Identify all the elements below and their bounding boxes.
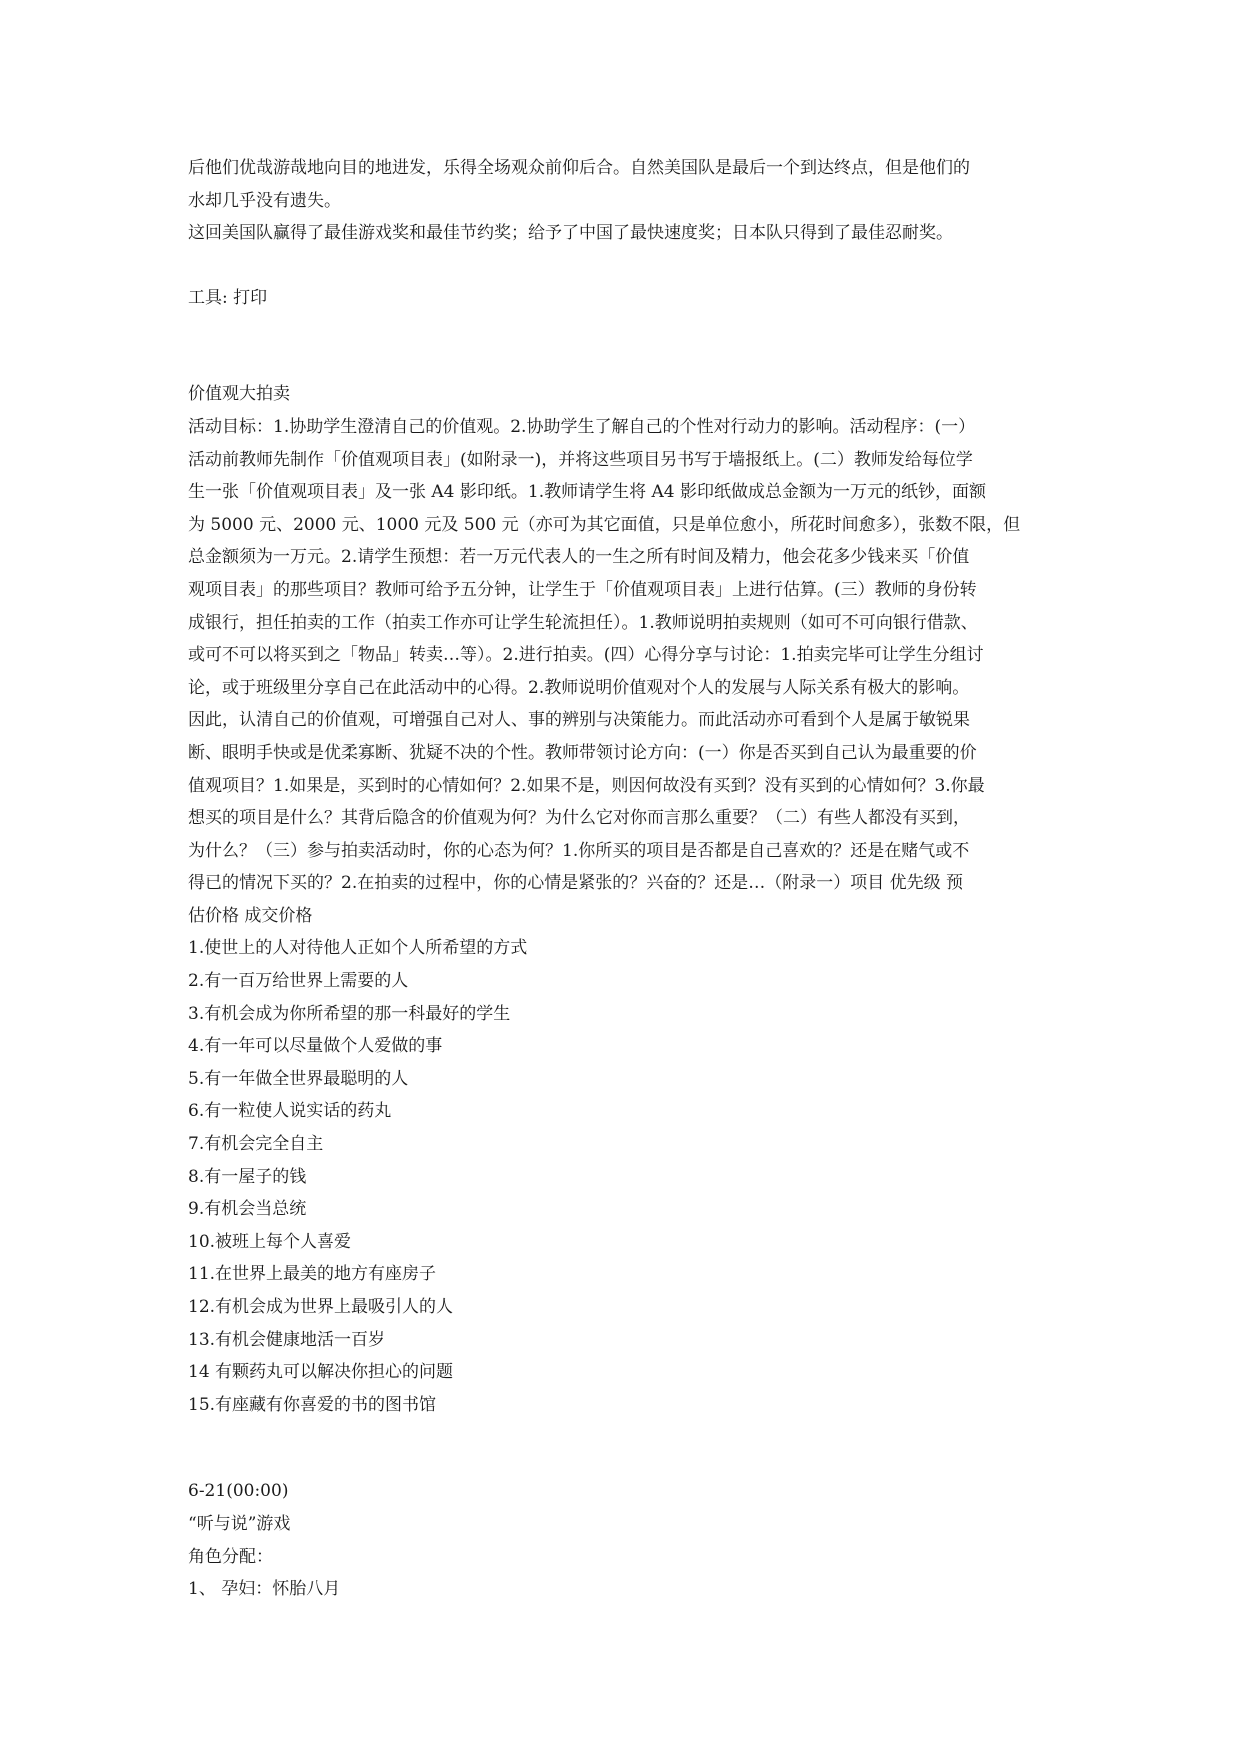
list-item: 11.在世界上最美的地方有座房子 [188, 1264, 437, 1285]
list-item: 12.有机会成为世界上最吸引人的人 [188, 1297, 454, 1317]
list-item: 14 有颗药丸可以解决你担心的问题 [188, 1362, 454, 1383]
list-item: 2.有一百万给世界上需要的人 [188, 971, 409, 992]
body-line: 观项目表」的那些项目？教师可给予五分钟，让学生于「价值观项目表」上进行估算。(三）教师的身份转 [188, 579, 977, 600]
date-line: 6-21(00:00) [188, 1481, 289, 1502]
body-line: 想买的项目是什么？其背后隐含的价值观为何？为什么它对你而言那么重要？（二）有些人都没有买到， [188, 808, 970, 829]
body-line: 为什么？（三）参与拍卖活动时，你的心态为何？1.你所买的项目是否都是自己喜欢的？还是在赌气或不 [188, 840, 970, 861]
tools-line: 工具: 打印 [188, 287, 268, 308]
list-item: 13.有机会健康地活一百岁 [188, 1329, 386, 1350]
value-items-list [188, 932, 1058, 1421]
body-line: 或可不可以将买到之「物品」转卖…等）。2.进行拍卖。(四）心得分享与讨论：1.拍卖完毕可让学生分组讨 [188, 645, 984, 666]
spacer [188, 1421, 1058, 1475]
body-line: 活动目标：1.协助学生澄清自己的价值观。2.协助学生了解自己的个性对行动力的影响。活动程序：(一） [188, 416, 976, 437]
intro-line: 水却几乎没有遗失。 [188, 190, 341, 211]
list-item: 8.有一屋子的钱 [188, 1166, 307, 1187]
body-line: 论，或于班级里分享自己在此活动中的心得。2.教师说明价值观对个人的发展与人际关系有极大的影响。 [188, 677, 970, 698]
spacer [188, 314, 1058, 378]
list-item: 7.有机会完全自主 [188, 1134, 324, 1155]
body-line: 因此，认清自己的价值观，可增强自己对人、事的辨别与决策能力。而此活动亦可看到个人是属于敏锐果 [188, 710, 970, 731]
body-line: 为 5000 元、2000 元、1000 元及 500 元（亦可为其它面值，只是单位愈小，所花时间愈多），张数不限，但 [188, 514, 1021, 535]
body-line: 值观项目？1.如果是，买到时的心情如何？2.如果不是，则因何故没有买到？没有买到的心情如何？3.你最 [188, 775, 985, 796]
list-item: 3.有机会成为你所希望的那一科最好的学生 [188, 1003, 511, 1024]
intro-line: 后他们优哉游哉地向目的地进发，乐得全场观众前仰后合。自然美国队是最后一个到达终点，但是他们的 [188, 158, 970, 178]
list-item: 10.被班上每个人喜爱 [188, 1231, 352, 1252]
spacer [188, 250, 1058, 282]
list-item: 9.有机会当总统 [188, 1199, 307, 1220]
list-item: 5.有一年做全世界最聪明的人 [188, 1068, 409, 1089]
list-item: 4.有一年可以尽量做个人爱做的事 [188, 1036, 443, 1057]
list-item: 1.使世上的人对待他人正如个人所希望的方式 [188, 938, 528, 959]
auction-body [188, 411, 1058, 933]
body-line: 总金额须为一万元。2.请学生预想：若一万元代表人的一生之所有时间及精力，他会花多少钱来买「价值 [188, 547, 970, 568]
game-title: “听与说”游戏 [188, 1513, 291, 1534]
role-item: 1、 孕妇：怀胎八月 [188, 1579, 341, 1600]
body-line: 活动前教师先制作「价值观项目表」(如附录一)，并将这些项目另书写于墙报纸上。(二）教师发给每位学 [188, 449, 973, 470]
body-line: 成银行，担任拍卖的工作（拍卖工作亦可让学生轮流担任）。1.教师说明拍卖规则（如可不可向银行借款、 [188, 612, 978, 633]
roles-label: 角色分配： [188, 1546, 273, 1567]
body-line: 得已的情况下买的？2.在拍卖的过程中，你的心情是紧张的？兴奋的？还是…（附录一）项目 优先级 预 [188, 873, 964, 894]
list-item: 15.有座藏有你喜爱的书的图书馆 [188, 1394, 437, 1415]
body-line: 生一张「价值观项目表」及一张 A4 影印纸。1.教师请学生将 A4 影印纸做成总金额为一万元的纸钞，面额 [188, 482, 987, 503]
list-item: 6.有一粒使人说实话的药丸 [188, 1101, 392, 1122]
intro-line: 这回美国队赢得了最佳游戏奖和最佳节约奖；给予了中国了最快速度奖；日本队只得到了最佳忍耐奖。 [188, 223, 953, 244]
auction-title: 价值观大拍卖 [188, 384, 290, 405]
document-page [188, 152, 1058, 1606]
body-line: 断、眼明手快或是优柔寡断、犹疑不决的个性。教师带领讨论方向：(一）你是否买到自己认为最重要的价 [188, 742, 977, 763]
body-line: 估价格 成交价格 [188, 905, 313, 926]
